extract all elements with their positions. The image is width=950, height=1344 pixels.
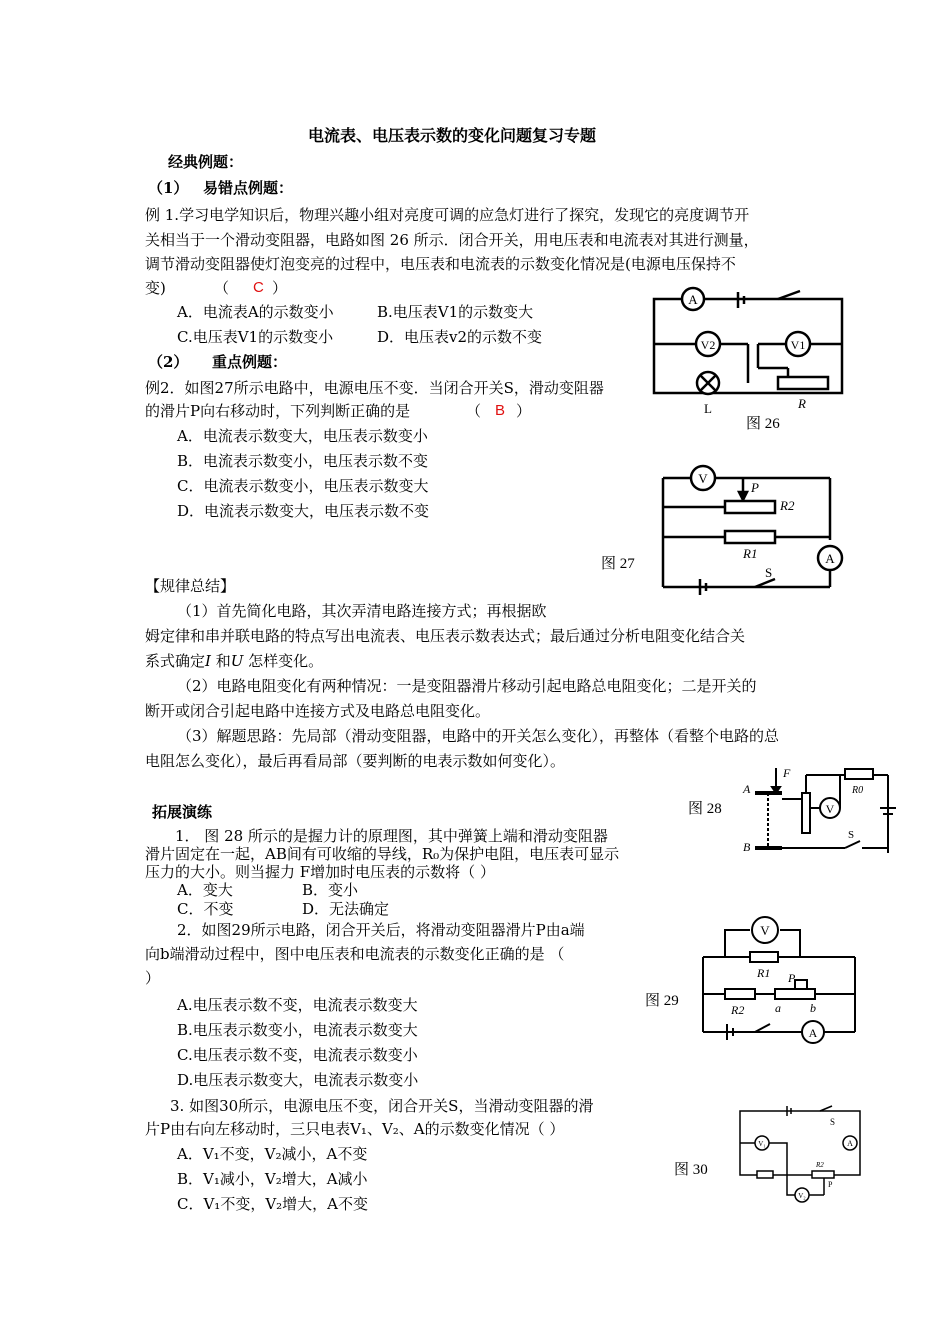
rheostat-icon (802, 793, 810, 833)
q1-option-d: D．无法确定 (302, 900, 390, 918)
ammeter-label: A (688, 292, 698, 307)
page-title: 电流表、电压表示数的变化问题复习专题 (308, 126, 597, 145)
ex1-line-4: 变) (145, 279, 166, 297)
resistor-r0-icon (845, 769, 873, 779)
q3-option-a: A．V₁不变，V₂减小，A不变 (177, 1145, 368, 1163)
switch-label: S (848, 829, 855, 841)
circuit-fig28 (740, 763, 900, 858)
summary-p2-line-2: 断开或闭合引起电路中连接方式及电路总电阻变化。 (145, 702, 491, 720)
summary-p1-line-3 (145, 651, 323, 671)
summary-heading: 【规律总结】 (145, 577, 236, 595)
slider-label: P (751, 480, 759, 495)
ex1-paren-close: ） (272, 279, 288, 297)
fig30-caption: 图 30 (674, 1162, 708, 1178)
practice-heading: 拓展演练 (152, 803, 213, 821)
summary-p2-line-1: （2）电路电阻变化有两种情况：一是变阻器滑片移动引起电路总电阻变化；二是开关的 (177, 677, 757, 695)
ex2-option-a: A．电流表示数变大，电压表示数变小 (177, 427, 428, 445)
switch-icon (845, 841, 860, 848)
ammeter-label: A (808, 1026, 818, 1040)
resistor-r1-label: R1 (743, 546, 758, 561)
ex1-line-2: 关相当于一个滑动变阻器，电路如图 26 所示．闭合开关，用电压表和电流表对其进行测量， (145, 231, 759, 249)
voltmeter-v1-label: V1 (790, 338, 806, 352)
circuit-fig27 (655, 460, 850, 595)
summary-p3-line-2: 电阻怎么变化），最后再看局部（要判断的电表示数如何变化）。 (145, 752, 566, 770)
point-b-label: B (743, 840, 751, 854)
voltmeter-label: V (760, 923, 770, 938)
summary-p1-and: 和 (210, 652, 231, 670)
q2-option-a: A.电压表示数不变，电流表示数变大 (177, 996, 418, 1014)
q2-line-2: 向b端滑动过程中，图中电压表和电流表的示数变化正确的是 （ (145, 945, 565, 963)
voltmeter-v2-label: V2 (700, 338, 716, 352)
ex1-option-d: D．电压表v2的示数不变 (377, 328, 543, 346)
fig27-caption: 图 27 (601, 556, 635, 572)
resistor-r1-icon (750, 952, 778, 962)
section-1-number: （1） (148, 179, 189, 197)
ex2-answer: B (495, 402, 506, 419)
section-1-title: 易错点例题： (203, 179, 294, 197)
voltmeter-v2-label: V₂ (798, 1192, 806, 1200)
resistor-r2-icon (725, 989, 755, 999)
ex2-option-b: B．电流表示数变小，电压表示数不变 (177, 452, 429, 470)
q1-line-3: 压力的大小。则当握力 F增加时电压表的示数将（ ） (145, 863, 495, 881)
ex1-option-c: C.电压表V1的示数变小 (177, 328, 334, 346)
ex1-line-1: 例 1.学习电学知识后，物理兴趣小组对亮度可调的应急灯进行了探究，发现它的亮度调节开 (145, 206, 750, 224)
symbol-i: I (205, 652, 211, 670)
summary-p1-line-2: 姆定律和串并联电路的特点写出电流表、电压表示数表达式；最后通过分析电阻变化结合关 (145, 627, 746, 645)
section-2-title: 重点例题： (212, 353, 288, 371)
summary-p1-line-1: （1）首先简化电路，其次弄清电路连接方式；再根据欧 (177, 602, 547, 620)
voltmeter-label: V (698, 471, 708, 486)
summary-p1-text: 系式确定 (145, 652, 206, 670)
ex1-line-3: 调节滑动变阻器使灯泡变亮的过程中，电压表和电流表的示数变化情况是(电源电压保持不 (145, 255, 736, 273)
resistor-r2-label: R2 (731, 1003, 745, 1017)
slider-label: P (788, 971, 796, 985)
voltmeter-v1-label: V₁ (758, 1140, 766, 1148)
switch-label: S (765, 565, 773, 580)
ex1-option-b: B.电压表V1的示数变大 (377, 303, 534, 321)
q2-option-c: C.电压表示数不变，电流表示数变小 (177, 1046, 418, 1064)
q2-option-b: B.电压表示数变小，电流表示数变大 (177, 1021, 418, 1039)
ex2-option-c: C．电流表示数变小，电压表示数变大 (177, 477, 429, 495)
ex2-paren-open: （ (466, 402, 482, 420)
ex1-answer: C (253, 279, 264, 296)
resistor-r2-label: R2 (780, 498, 795, 513)
ex1-option-a: A．电流表A的示数变小 (177, 303, 334, 321)
ex2-paren-close: ） (516, 402, 532, 420)
ex2-line-1: 例2．如图27所示电路中，电源电压不变．当闭合开关S，滑动变阻器 (145, 379, 604, 397)
circuit-fig26 (648, 288, 848, 418)
fig26-caption: 图 26 (746, 416, 780, 432)
voltmeter-label: V (825, 802, 835, 816)
q3-line-2: 片P由右向左移动时，三只电表V₁、V₂、A的示数变化情况（ ） (145, 1120, 565, 1138)
switch-icon (755, 1024, 770, 1032)
resistor-r1-label: R1 (757, 966, 771, 980)
rheostat-label: R (798, 396, 806, 411)
fig28-caption: 图 28 (688, 801, 722, 817)
ex2-option-d: D．电流表示数变大，电压表示数不变 (177, 502, 430, 520)
q1-option-c: C．不变 (177, 900, 234, 918)
ammeter-label: A (847, 1139, 853, 1148)
resistor-r0-label: R0 (852, 785, 864, 796)
resistor-r3-icon (757, 1171, 773, 1178)
q2-line-3: ） (145, 969, 161, 987)
lamp-label: L (704, 401, 712, 416)
end-b-label: b (810, 1001, 816, 1015)
slider-label: P (828, 1180, 833, 1189)
q1-line-2: 滑片固定在一起，AB间有可收缩的导线，R₀为保护电阻，电压表可显示 (145, 845, 620, 863)
q3-option-b: B．V₁减小，V₂增大，A减小 (177, 1170, 368, 1188)
q1-option-b: B．变小 (302, 881, 359, 899)
ex1-paren-open: （ (214, 279, 230, 297)
ammeter-label: A (825, 551, 835, 566)
circuit-fig30 (732, 1105, 867, 1205)
rheostat-icon (812, 1171, 834, 1178)
resistor-r2-icon (725, 501, 775, 513)
point-a-label: A (743, 782, 751, 796)
q3-line-1: 3. 如图30所示，电源电压不变，闭合开关S，当滑动变阻器的滑 (170, 1097, 594, 1115)
q2-option-d: D.电压表示数变大，电流表示数变小 (177, 1071, 419, 1089)
rheostat-icon (775, 989, 815, 999)
rheostat-icon (778, 377, 828, 389)
summary-p3-line-1: （3）解题思路：先局部（滑动变阻器，电路中的开关怎么变化），再整体（看整个电路的总 (177, 727, 780, 745)
section-2-number: （2） (148, 353, 189, 371)
ex2-line-2: 的滑片P向右移动时，下列判断正确的是 (145, 402, 411, 420)
q2-line-1: 2．如图29所示电路，闭合开关后，将滑动变阻器滑片P由a端 (177, 921, 585, 939)
q1-line-1: 1． 图 28 所示的是握力计的原理图，其中弹簧上端和滑动变阻器 (175, 827, 608, 845)
switch-label: S (830, 1117, 836, 1127)
q1-option-a: A．变大 (177, 881, 233, 899)
fig29-caption: 图 29 (645, 993, 679, 1009)
symbol-u: U (230, 652, 244, 670)
force-label: F (783, 766, 791, 780)
circuit-fig29 (695, 912, 865, 1047)
rheostat-label: R2 (816, 1161, 824, 1169)
q3-option-c: C．V₁不变，V₂增大，A不变 (177, 1195, 369, 1213)
summary-p1-end: 怎样变化。 (243, 652, 324, 670)
section-classic: 经典例题： (168, 153, 244, 171)
end-a-label: a (775, 1001, 781, 1015)
resistor-r1-icon (725, 531, 775, 543)
